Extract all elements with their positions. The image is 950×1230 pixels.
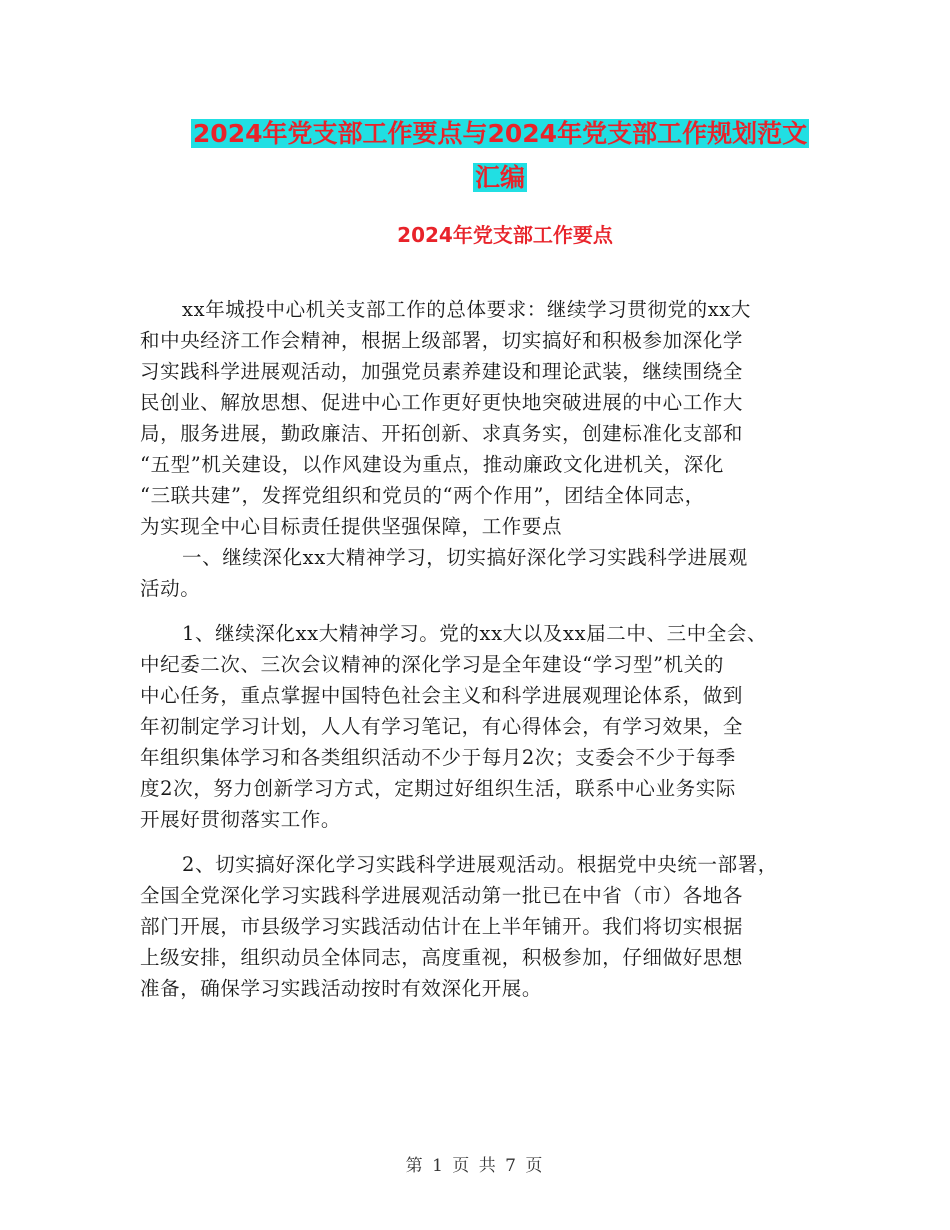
page-number-footer: 第 1 页 共 7 页	[405, 1156, 545, 1176]
paragraph-line: 中纪委二次、三次会议精神的深化学习是全年建设“学习型”机关的	[140, 653, 724, 676]
paragraph-line: “三联共建”，发挥党组织和党员的“两个作用”，团结全体同志，	[140, 484, 705, 507]
document-title-line-1: 2024年党支部工作要点与2024年党支部工作规划范文	[192, 119, 808, 148]
paragraph-line: 年初制定学习计划，人人有学习笔记，有心得体会，有学习效果，全	[140, 715, 744, 738]
paragraph-line: 1、继续深化xx大精神学习。党的xx大以及xx届二中、三中全会、	[182, 622, 768, 645]
paragraph-line: 为实现全中心目标责任提供坚强保障，工作要点	[140, 515, 563, 538]
paragraph-line: 度2次，努力创新学习方式，定期过好组织生活，联系中心业务实际	[140, 777, 736, 800]
paragraph-line: 上级安排，组织动员全体同志，高度重视，积极参加，仔细做好思想	[140, 946, 744, 969]
paragraph-line: 中心任务，重点掌握中国特色社会主义和科学进展观理论体系，做到	[140, 684, 744, 707]
paragraph-line: 局，服务进展，勤政廉洁、开拓创新、求真务实，创建标准化支部和	[140, 422, 744, 445]
paragraph-line: 全国全党深化学习实践科学进展观活动第一批已在中省（市）各地各	[140, 884, 744, 907]
paragraph-line: 部门开展，市县级学习实践活动估计在上半年铺开。我们将切实根据	[140, 915, 744, 938]
document-title	[140, 112, 860, 200]
paragraph-line: 民创业、解放思想、促进中心工作更好更快地突破进展的中心工作大	[140, 391, 744, 414]
paragraph-line: 准备，确保学习实践活动按时有效深化开展。	[140, 977, 543, 1000]
paragraph-line: xx年城投中心机关支部工作的总体要求：继续学习贯彻党的xx大	[182, 298, 751, 321]
paragraph-line: “五型”机关建设，以作风建设为重点，推动廉政文化进机关，深化	[140, 453, 724, 476]
paragraph-line: 和中央经济工作会精神，根据上级部署，切实搞好和积极参加深化学	[140, 329, 744, 352]
paragraph-line: 开展好贯彻落实工作。	[140, 808, 342, 831]
paragraph-line: 一、继续深化xx大精神学习，切实搞好深化学习实践科学进展观	[182, 546, 748, 569]
paragraph-line: 习实践科学进展观活动，加强党员素养建设和理论武装，继续围绕全	[140, 360, 744, 383]
document-title-line-2: 汇编	[474, 163, 525, 192]
section-title: 2024年党支部工作要点	[397, 223, 613, 247]
paragraph-line: 年组织集体学习和各类组织活动不少于每月2次；支委会不少于每季	[140, 746, 736, 769]
paragraph-line: 活动。	[140, 577, 201, 600]
body-text	[140, 294, 830, 1004]
paragraph-line: 2、切实搞好深化学习实践科学进展观活动。根据党中央统一部署，	[182, 853, 778, 876]
